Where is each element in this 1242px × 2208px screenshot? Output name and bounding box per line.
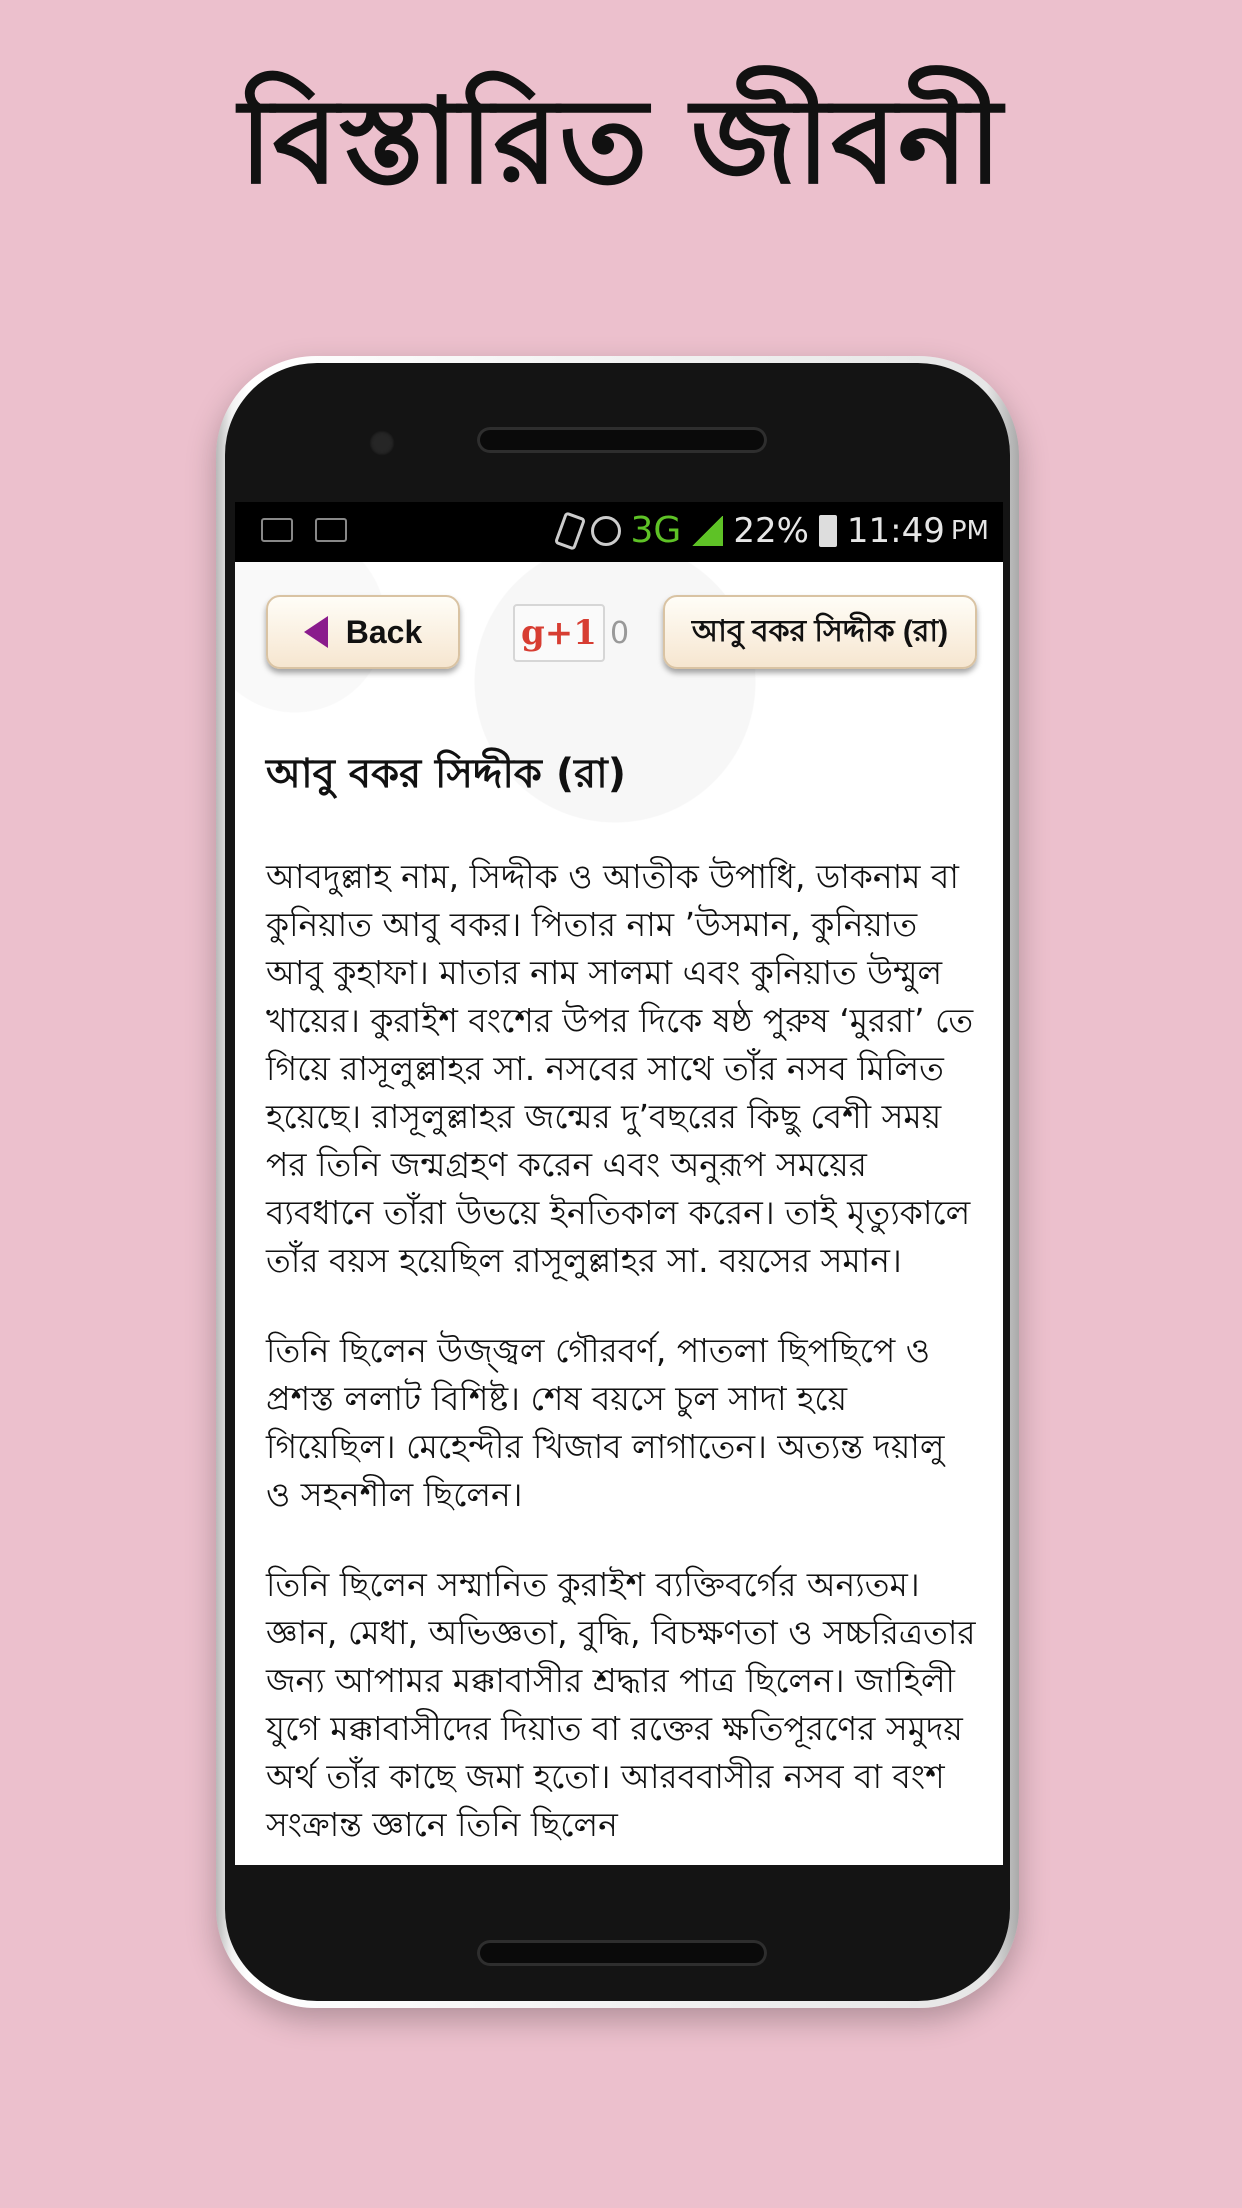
notification-icon <box>261 518 293 542</box>
earpiece-speaker <box>477 427 767 453</box>
alarm-icon <box>591 516 621 546</box>
article-heading: আবু বকর সিদ্দীক (রা) <box>266 751 627 797</box>
back-button[interactable] <box>266 595 460 669</box>
battery-percent: 22% <box>733 510 809 551</box>
content-area[interactable] <box>235 562 1003 1865</box>
battery-icon <box>819 515 837 547</box>
back-button-label: Back <box>345 613 423 650</box>
front-camera <box>369 430 395 456</box>
article <box>266 742 978 1865</box>
title-button[interactable] <box>663 595 977 669</box>
image-icon <box>315 518 347 542</box>
phone-screen <box>235 502 1003 1865</box>
article-paragraph: আবদুল্লাহ নাম, সিদ্দীক ও আতীক উপাধি, ডাকনাম বা কুনিয়াত আবু বকর। পিতার নাম ’উসমান, কুনিয়াত আবু কুহাফা। মাতার নাম সালমা এবং কুনিয়াত উম্মুল খায়ের। কুরাইশ বংশের উপর দিকে ষষ্ঠ পুরুষ ‘মুররা’ তে গিয়ে রাসূলুল্লাহর সা. নসবের সাথে তাঁর নসব মিলিত হয়েছে। রাসূলুল্লাহর জন্মের দু’বছরের কিছু বেশী সময় পর তিনি জন্মগ্রহণ করেন এবং অনুরূপ সময়ের ব্যবধানে তাঁরা উভয়ে ইনতিকাল করেন। তাই মৃত্যুকালে তাঁর বয়স হয়েছিল রাসূলুল্লাহর সা. বয়সের সমান। <box>266 857 974 1280</box>
network-type: 3G <box>630 510 682 551</box>
signal-icon <box>691 516 723 546</box>
promo-title: বিস্তারিত জীবনী <box>239 72 1003 210</box>
article-paragraph: তিনি ছিলেন সম্মানিত কুরাইশ ব্যক্তিবর্গের অন্যতম। জ্ঞান, মেধা, অভিজ্ঞতা, বুদ্ধি, বিচক্ষণতা ও সচ্চরিত্রতার জন্য আপামর মক্কাবাসীর শ্রদ্ধার পাত্র ছিলেন। জাহিলী যুগে মক্কাবাসীদের দিয়াত বা রক্তের ক্ষতিপূরণের সমুদয় অর্থ তাঁর কাছে জমা হতো। আরববাসীর নসব বা বংশ সংক্রান্ত জ্ঞানে তিনি ছিলেন <box>266 1565 976 1844</box>
clock-time: 11:49 <box>846 510 945 551</box>
clock-ampm: PM <box>950 515 989 546</box>
google-plus-one-button[interactable]: g+1 <box>513 604 605 662</box>
article-paragraph: তিনি ছিলেন উজ্জ্বল গৌরবর্ণ, পাতলা ছিপছিপে ও প্রশস্ত ললাট বিশিষ্ট। শেষ বয়সে চুল সাদা হয়ে গিয়েছিল। মেহেন্দীর খিজাব লাগাতেন। অত্যন্ত দয়ালু ও সহনশীল ছিলেন। <box>266 1331 945 1514</box>
gplus-count: 0 <box>610 616 630 651</box>
back-arrow-icon <box>304 616 328 648</box>
vibrate-icon <box>553 511 585 550</box>
toolbar <box>235 562 1003 722</box>
title-button-label: আবু বকর সিদ্দীক (রা) <box>691 614 949 648</box>
bottom-speaker <box>477 1940 767 1966</box>
status-bar <box>235 502 1003 562</box>
